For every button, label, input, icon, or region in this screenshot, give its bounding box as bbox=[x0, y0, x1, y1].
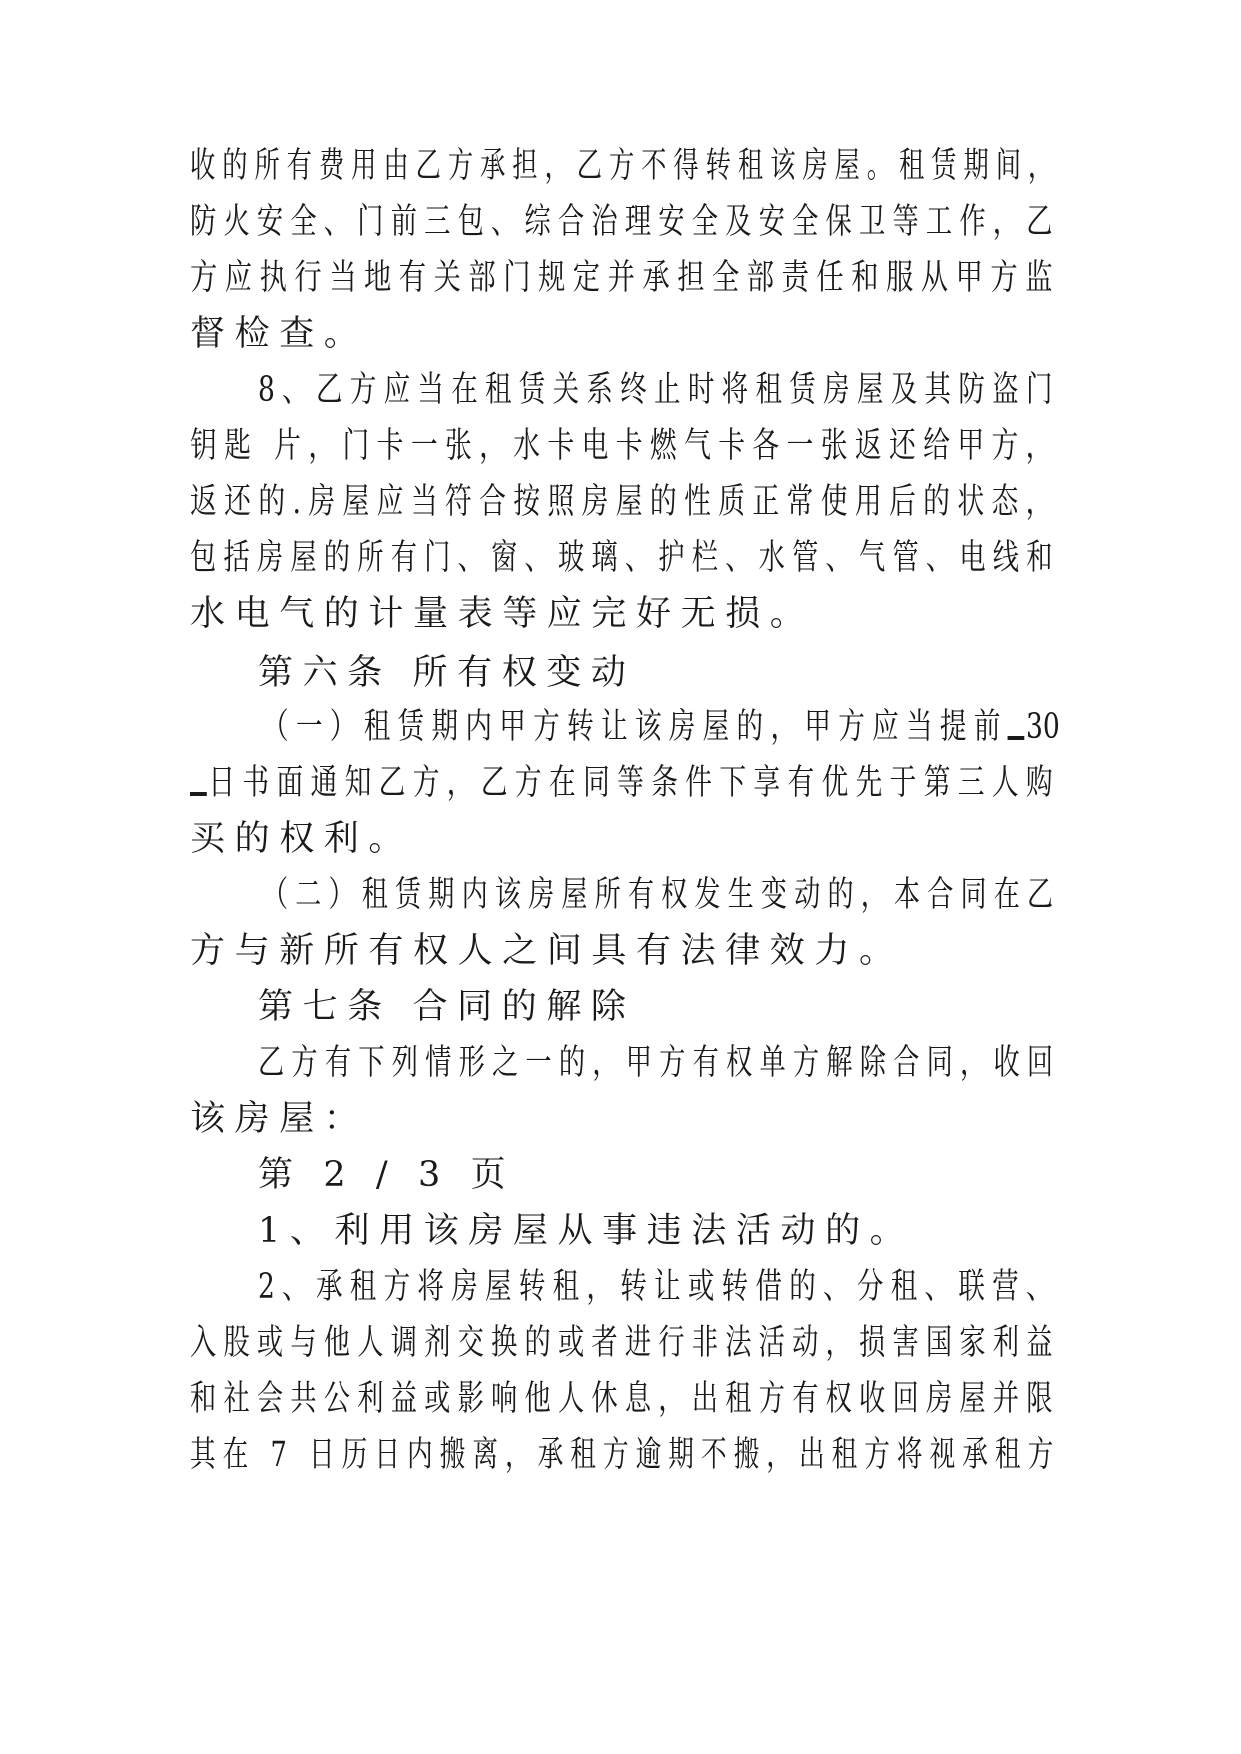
underline-blank bbox=[190, 768, 207, 796]
paragraph-line: 方与新所有权人之间具有法律效力。 bbox=[190, 931, 904, 971]
paragraph-line: 其在 7 日历日内搬离，承租方逾期不搬，出租方将视承租方 bbox=[190, 1435, 1061, 1475]
paragraph-line: 2、承租方将房屋转租，转让或转借的、分租、联营、 bbox=[258, 1267, 1060, 1307]
paragraph-line: 和社会共公利益或影响他人休息，出租方有权收回房屋并限 bbox=[190, 1379, 1060, 1419]
section-heading: 第六条 所有权变动 bbox=[258, 653, 636, 693]
paragraph-line: 包括房屋的所有门、窗、玻璃、护栏、水管、气管、电线和 bbox=[190, 538, 1060, 578]
paragraph-line: 该房屋： bbox=[190, 1099, 369, 1139]
section-heading: 第七条 合同的解除 bbox=[258, 987, 636, 1027]
paragraph-line: 乙方有下列情形之一的，甲方有权单方解除合同，收回 bbox=[258, 1043, 1061, 1083]
paragraph-line: 钥匙 片，门卡一张，水卡电卡燃气卡各一张返还给甲方， bbox=[190, 426, 1060, 466]
paragraph-line: 8、乙方应当在租赁关系终止时将租赁房屋及其防盗门 bbox=[258, 370, 1060, 410]
paragraph-line bbox=[262, 705, 1060, 749]
paragraph-line: 督检查。 bbox=[190, 314, 369, 354]
paragraph-line: 1、利用该房屋从事违法活动的。 bbox=[258, 1211, 915, 1251]
page-number: 第 2 / 3 页 bbox=[258, 1155, 516, 1195]
paragraph-line: 防火安全、门前三包、综合治理安全及安全保卫等工作，乙 bbox=[190, 202, 1060, 242]
paragraph-line: 返还的.房屋应当符合按照房屋的性质正常使用后的状态， bbox=[190, 482, 1060, 522]
paragraph-text: 日书面通知乙方，乙方在同等条件下享有优先于第三人购 bbox=[208, 763, 1061, 803]
paragraph-line: 入股或与他人调剂交换的或者进行非法活动，损害国家利益 bbox=[190, 1323, 1060, 1363]
notice-days-value: 30 bbox=[1025, 707, 1060, 747]
paragraph-line: 方应执行当地有关部门规定并承担全部责任和服从甲方监 bbox=[190, 258, 1061, 298]
paragraph-line: （二）租赁期内该房屋所有权发生变动的，本合同在乙 bbox=[262, 875, 1061, 915]
paragraph-line: 水电气的计量表等应完好无损。 bbox=[190, 594, 815, 634]
paragraph-line: 收的所有费用由乙方承担，乙方不得转租该房屋。租赁期间， bbox=[190, 146, 1061, 186]
underline-blank bbox=[1008, 712, 1025, 740]
paragraph-line bbox=[190, 761, 1060, 805]
paragraph-line: 买的权利。 bbox=[190, 819, 414, 859]
paragraph-text: （一）租赁期内甲方转让该房屋的，甲方应当提前 bbox=[262, 707, 1008, 747]
